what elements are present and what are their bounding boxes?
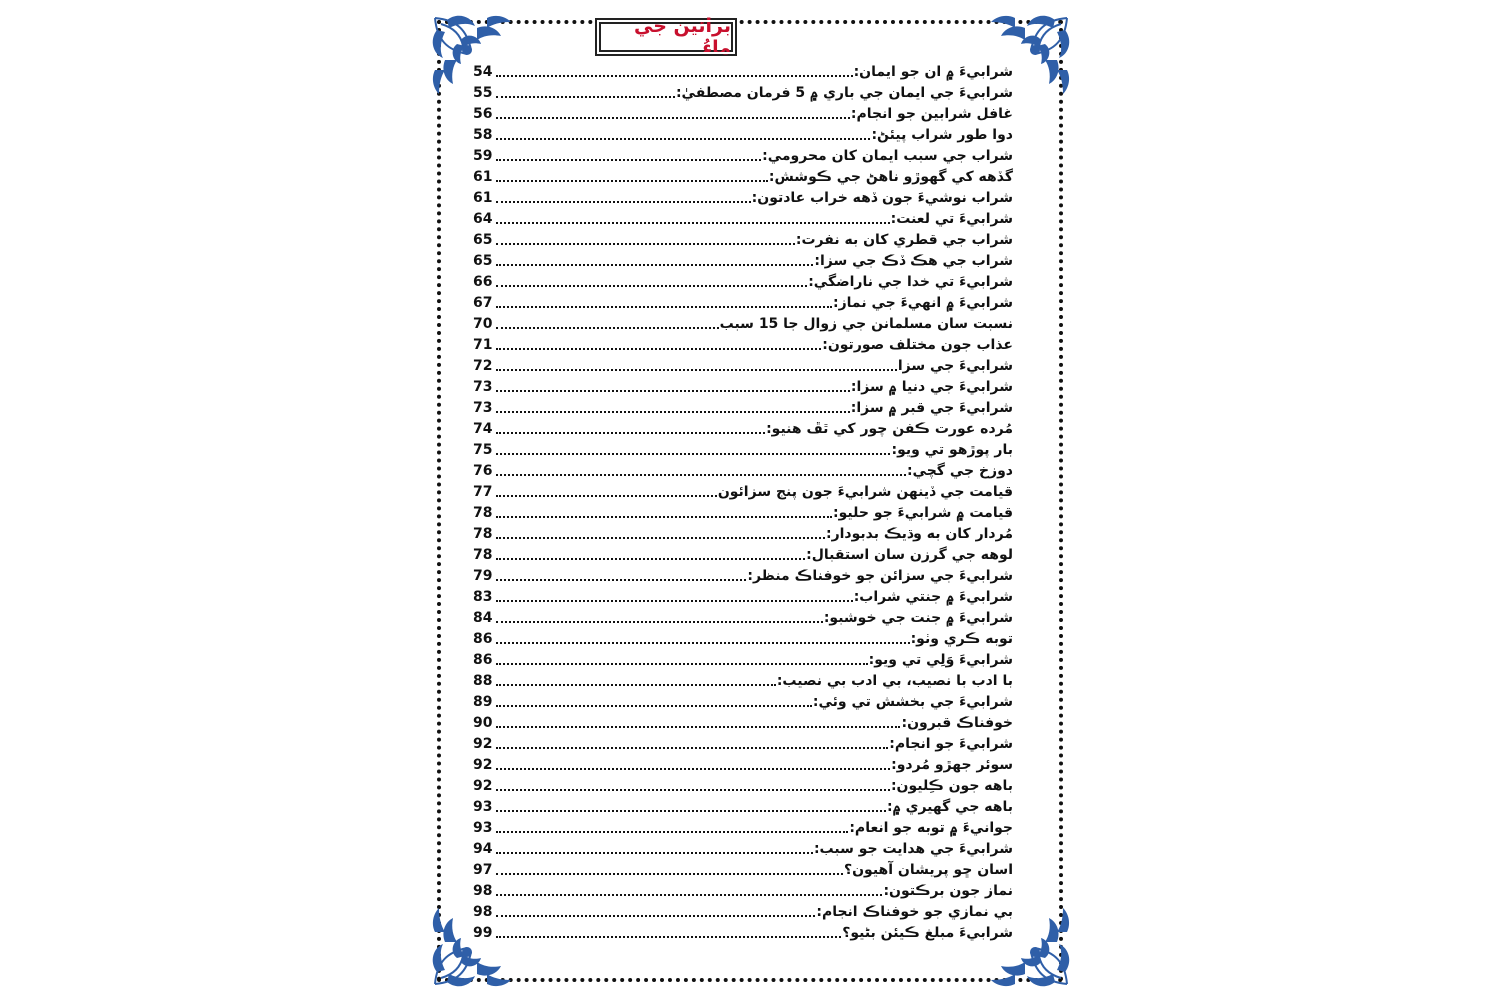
toc-entry[interactable] bbox=[473, 503, 1013, 524]
toc-dot-leader bbox=[496, 894, 882, 896]
toc-dot-leader bbox=[496, 852, 813, 854]
toc-entry-page-number: 58 bbox=[473, 127, 493, 143]
toc-entry-title: شرابيءَ مبلغ ڪيئن بڻيو؟ bbox=[842, 925, 1013, 941]
toc-dot-leader bbox=[496, 96, 675, 98]
toc-entry[interactable] bbox=[473, 461, 1013, 482]
toc-dot-leader bbox=[496, 138, 870, 140]
toc-entry-page-number: 99 bbox=[473, 925, 493, 941]
toc-entry-title: غافل شرابين جو انجام: bbox=[850, 106, 1013, 122]
toc-entry[interactable] bbox=[473, 902, 1013, 923]
toc-dot-leader bbox=[496, 306, 832, 308]
toc-entry-title: شرابيءَ جي بخشش تي وئي: bbox=[812, 694, 1013, 710]
toc-entry[interactable] bbox=[473, 692, 1013, 713]
toc-entry-title: جوانيءَ ۾ توبه جو انعام: bbox=[849, 820, 1013, 836]
toc-entry-title: شرابيءَ جي سزائن جو خوفناڪ منظر: bbox=[747, 568, 1013, 584]
toc-dot-leader bbox=[496, 222, 890, 224]
toc-dot-leader bbox=[496, 768, 890, 770]
toc-entry-page-number: 78 bbox=[473, 505, 493, 521]
toc-entry[interactable] bbox=[473, 83, 1013, 104]
toc-entry-page-number: 74 bbox=[473, 421, 493, 437]
toc-entry-page-number: 59 bbox=[473, 148, 493, 164]
toc-entry[interactable] bbox=[473, 923, 1013, 944]
toc-entry-page-number: 77 bbox=[473, 484, 493, 500]
toc-entry-title: شرابيءَ ۾ ان جو ايمان: bbox=[853, 64, 1013, 80]
table-of-contents bbox=[473, 62, 1013, 944]
toc-entry-page-number: 65 bbox=[473, 253, 493, 269]
toc-entry[interactable] bbox=[473, 230, 1013, 251]
toc-entry-page-number: 86 bbox=[473, 631, 493, 647]
toc-entry-page-number: 66 bbox=[473, 274, 493, 290]
toc-entry-title: توبه ڪري وٺو: bbox=[910, 631, 1013, 647]
toc-dot-leader bbox=[496, 621, 823, 623]
toc-entry[interactable] bbox=[473, 419, 1013, 440]
toc-entry-title: خوفناڪ قبرون: bbox=[901, 715, 1013, 731]
toc-entry-page-number: 54 bbox=[473, 64, 493, 80]
toc-dot-leader bbox=[496, 600, 853, 602]
toc-entry-page-number: 98 bbox=[473, 883, 493, 899]
toc-entry-page-number: 70 bbox=[473, 316, 493, 332]
toc-entry[interactable] bbox=[473, 818, 1013, 839]
toc-dot-leader bbox=[496, 474, 906, 476]
toc-entry-title: نماز جون برڪتون: bbox=[883, 883, 1013, 899]
toc-entry[interactable] bbox=[473, 188, 1013, 209]
toc-dot-leader bbox=[496, 243, 795, 245]
toc-entry-page-number: 90 bbox=[473, 715, 493, 731]
toc-entry-title: گڏهه کي گهوڙو ناهڻ جي ڪوشش: bbox=[768, 169, 1013, 185]
toc-entry-page-number: 83 bbox=[473, 589, 493, 605]
toc-entry[interactable] bbox=[473, 524, 1013, 545]
toc-entry[interactable] bbox=[473, 398, 1013, 419]
toc-dot-leader bbox=[496, 75, 853, 77]
toc-dot-leader bbox=[496, 453, 890, 455]
toc-entry-title: شرابيءَ جي دنيا ۾ سزا: bbox=[850, 379, 1013, 395]
toc-entry-title: شراب جي هڪ ڏڪ جي سزا: bbox=[814, 253, 1013, 269]
toc-entry-page-number: 72 bbox=[473, 358, 493, 374]
toc-entry-title: باهه جون ڪِليون: bbox=[890, 778, 1013, 794]
toc-entry-page-number: 76 bbox=[473, 463, 493, 479]
toc-entry[interactable] bbox=[473, 734, 1013, 755]
toc-entry-page-number: 86 bbox=[473, 652, 493, 668]
toc-entry[interactable] bbox=[473, 251, 1013, 272]
toc-dot-leader bbox=[496, 831, 848, 833]
toc-entry-page-number: 64 bbox=[473, 211, 493, 227]
toc-dot-leader bbox=[496, 579, 746, 581]
toc-entry[interactable] bbox=[473, 608, 1013, 629]
toc-entry-title: شرابيءَ ۾ جنت جي خوشبو: bbox=[823, 610, 1013, 626]
toc-entry-page-number: 92 bbox=[473, 778, 493, 794]
toc-entry-title: شرابيءَ جو انجام: bbox=[889, 736, 1013, 752]
toc-entry-title: شراب جي سبب ايمان کان محرومي: bbox=[762, 148, 1013, 164]
toc-entry-title: لوهه جي گرزن سان استقبال: bbox=[806, 547, 1013, 563]
toc-entry-page-number: 65 bbox=[473, 232, 493, 248]
toc-entry-title: سوئر جهڙو مُردو: bbox=[891, 757, 1013, 773]
toc-entry[interactable] bbox=[473, 314, 1013, 335]
toc-dot-leader bbox=[496, 432, 765, 434]
toc-entry[interactable] bbox=[473, 482, 1013, 503]
toc-entry-page-number: 79 bbox=[473, 568, 493, 584]
toc-entry-page-number: 89 bbox=[473, 694, 493, 710]
toc-entry[interactable] bbox=[473, 629, 1013, 650]
toc-dot-leader bbox=[496, 117, 850, 119]
toc-entry-title: نسبت سان مسلمانن جي زوال جا 15 سبب bbox=[719, 316, 1013, 332]
toc-entry[interactable] bbox=[473, 209, 1013, 230]
toc-dot-leader bbox=[496, 873, 843, 875]
toc-entry-page-number: 94 bbox=[473, 841, 493, 857]
toc-entry-title: مُردار کان به وڌيڪ بدبودار: bbox=[825, 526, 1013, 542]
toc-entry[interactable] bbox=[473, 146, 1013, 167]
toc-entry[interactable] bbox=[473, 293, 1013, 314]
toc-entry[interactable] bbox=[473, 167, 1013, 188]
toc-dot-leader bbox=[496, 495, 717, 497]
toc-entry-page-number: 78 bbox=[473, 526, 493, 542]
toc-entry[interactable] bbox=[473, 587, 1013, 608]
toc-entry[interactable] bbox=[473, 62, 1013, 83]
toc-entry[interactable] bbox=[473, 776, 1013, 797]
toc-entry[interactable] bbox=[473, 860, 1013, 881]
toc-entry-title: شرابيءَ تي خدا جي ناراضگي: bbox=[808, 274, 1013, 290]
toc-entry[interactable] bbox=[473, 713, 1013, 734]
toc-dot-leader bbox=[496, 705, 812, 707]
toc-entry[interactable] bbox=[473, 797, 1013, 818]
toc-entry-title: شرابيءَ وَلِي تي ويو: bbox=[868, 652, 1013, 668]
page-title: برائين جي ماءُ bbox=[634, 15, 731, 59]
toc-entry-page-number: 92 bbox=[473, 757, 493, 773]
toc-entry[interactable] bbox=[473, 839, 1013, 860]
toc-entry-title: دوا طور شراب پيئڻ: bbox=[871, 127, 1013, 143]
toc-entry[interactable] bbox=[473, 755, 1013, 776]
toc-entry-page-number: 93 bbox=[473, 820, 493, 836]
toc-entry-page-number: 84 bbox=[473, 610, 493, 626]
toc-dot-leader bbox=[496, 537, 825, 539]
toc-entry-title: شرابيءَ ۾ جنتي شراب: bbox=[853, 589, 1013, 605]
toc-entry[interactable] bbox=[473, 881, 1013, 902]
toc-entry-page-number: 71 bbox=[473, 337, 493, 353]
toc-entry[interactable] bbox=[473, 272, 1013, 293]
toc-dot-leader bbox=[496, 201, 751, 203]
toc-entry-title: شرابيءَ جي هدايت جو سبب: bbox=[813, 841, 1013, 857]
toc-entry[interactable] bbox=[473, 356, 1013, 377]
toc-entry-page-number: 92 bbox=[473, 736, 493, 752]
toc-entry-page-number: 73 bbox=[473, 400, 493, 416]
toc-dot-leader bbox=[496, 369, 897, 371]
toc-dot-leader bbox=[496, 180, 768, 182]
toc-entry-page-number: 75 bbox=[473, 442, 493, 458]
toc-entry-page-number: 61 bbox=[473, 169, 493, 185]
toc-entry-page-number: 93 bbox=[473, 799, 493, 815]
toc-dot-leader bbox=[496, 789, 890, 791]
toc-dot-leader bbox=[496, 159, 761, 161]
toc-entry[interactable] bbox=[473, 440, 1013, 461]
toc-dot-leader bbox=[496, 390, 850, 392]
toc-entry-title: قيامت جي ڏينهن شرابيءَ جون پنج سزائون bbox=[717, 484, 1013, 500]
toc-entry-page-number: 98 bbox=[473, 904, 493, 920]
toc-entry-title: بار پوڙهو تي ويو: bbox=[891, 442, 1013, 458]
toc-dot-leader bbox=[496, 411, 850, 413]
book-page bbox=[427, 10, 1075, 992]
toc-dot-leader bbox=[496, 348, 821, 350]
toc-entry-title: شرابيءَ جي ايمان جي باري ۾ 5 فرمان مصطفيٰ: bbox=[675, 85, 1013, 101]
toc-entry-page-number: 55 bbox=[473, 85, 493, 101]
toc-entry[interactable] bbox=[473, 335, 1013, 356]
toc-entry[interactable] bbox=[473, 671, 1013, 692]
toc-dot-leader bbox=[496, 684, 776, 686]
toc-entry[interactable] bbox=[473, 566, 1013, 587]
toc-entry-title: دوزخ جي گچي: bbox=[906, 463, 1013, 479]
toc-entry-page-number: 67 bbox=[473, 295, 493, 311]
toc-dot-leader bbox=[496, 810, 886, 812]
toc-entry[interactable] bbox=[473, 650, 1013, 671]
toc-entry-title: باهه جي گهيري ۾: bbox=[886, 799, 1013, 815]
toc-entry-title: بي نمازي جو خوفناڪ انجام: bbox=[816, 904, 1013, 920]
toc-dot-leader bbox=[496, 516, 832, 518]
toc-entry-page-number: 78 bbox=[473, 547, 493, 563]
toc-entry-title: شرابيءَ تي لعنت: bbox=[890, 211, 1013, 227]
toc-dot-leader bbox=[496, 726, 900, 728]
toc-entry-page-number: 61 bbox=[473, 190, 493, 206]
toc-entry-title: شراب نوشيءَ جون ڏهه خراب عادتون: bbox=[751, 190, 1013, 206]
toc-entry-title: شرابيءَ جي قبر ۾ سزا: bbox=[850, 400, 1013, 416]
toc-entry-page-number: 97 bbox=[473, 862, 493, 878]
toc-entry[interactable] bbox=[473, 125, 1013, 146]
toc-entry-page-number: 88 bbox=[473, 673, 493, 689]
toc-dot-leader bbox=[496, 327, 719, 329]
toc-entry[interactable] bbox=[473, 104, 1013, 125]
toc-dot-leader bbox=[496, 558, 805, 560]
toc-entry-title: مُرده عورت ڪفن چور کي ٿڦ هنيو: bbox=[766, 421, 1013, 437]
toc-entry-title: شرابيءَ جي سزا bbox=[897, 358, 1013, 374]
toc-entry-title: قيامت ۾ شرابيءَ جو حليو: bbox=[833, 505, 1013, 521]
toc-entry-page-number: 73 bbox=[473, 379, 493, 395]
toc-dot-leader bbox=[496, 285, 807, 287]
toc-entry-title: با ادب با نصيب، بي ادب بي نصيب: bbox=[776, 673, 1013, 689]
toc-entry[interactable] bbox=[473, 377, 1013, 398]
toc-entry-title: شرابيءَ ۾ انهيءَ جي نماز: bbox=[833, 295, 1013, 311]
toc-dot-leader bbox=[496, 264, 813, 266]
toc-entry-page-number: 56 bbox=[473, 106, 493, 122]
toc-dot-leader bbox=[496, 663, 868, 665]
toc-entry-title: اسان ڇو پريشان آهيون؟ bbox=[843, 862, 1013, 878]
page-title-box bbox=[599, 15, 733, 59]
toc-dot-leader bbox=[496, 936, 841, 938]
toc-dot-leader bbox=[496, 747, 888, 749]
toc-dot-leader bbox=[496, 915, 815, 917]
toc-dot-leader bbox=[496, 642, 910, 644]
toc-entry[interactable] bbox=[473, 545, 1013, 566]
toc-entry-title: شراب جي قطري کان به نفرت: bbox=[795, 232, 1013, 248]
toc-entry-title: عذاب جون مختلف صورتون: bbox=[822, 337, 1013, 353]
